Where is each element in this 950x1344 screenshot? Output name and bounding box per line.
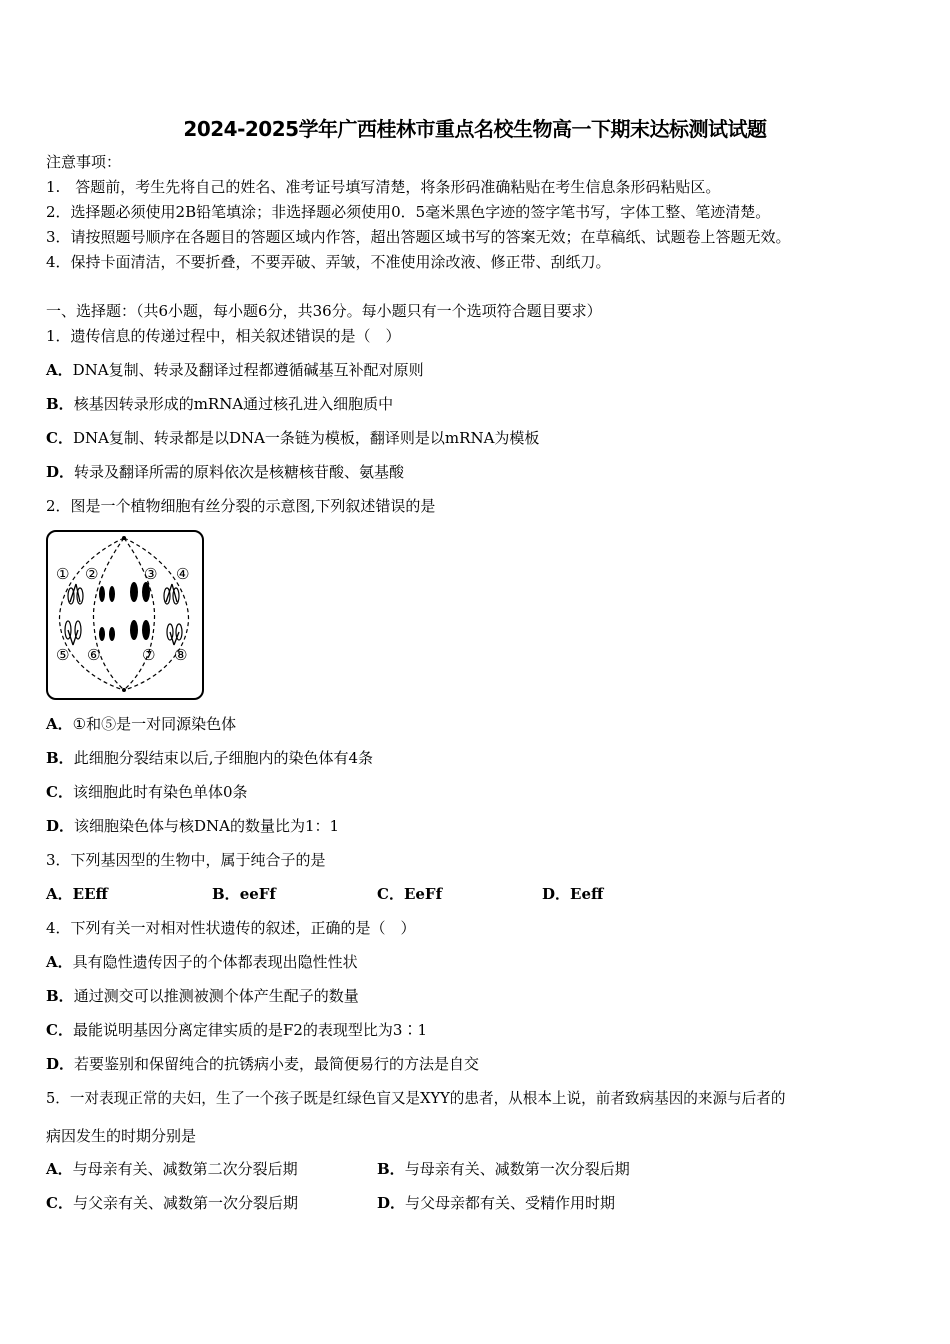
- option-text: 该细胞染色体与核DNA的数量比为1：1: [74, 817, 340, 835]
- option-letter: A．: [46, 361, 73, 379]
- spindle-pole-top: [122, 536, 126, 540]
- figure-label-8: ⑧: [174, 646, 188, 664]
- question-2-stem: 2．图是一个植物细胞有丝分裂的示意图,下列叙述错误的是: [46, 497, 436, 515]
- q2-option-b: [46, 748, 373, 768]
- spindle-fiber: [93, 538, 124, 690]
- question-1-stem: 1．遗传信息的传递过程中，相关叙述错误的是（ ）: [46, 327, 401, 345]
- option-letter: D．: [377, 1194, 406, 1212]
- option-letter: D．: [46, 1055, 75, 1073]
- q3-option-b: [212, 884, 276, 904]
- chromosome-5: [65, 621, 81, 645]
- figure-label-2: ②: [85, 565, 99, 583]
- option-letter: C．: [46, 429, 73, 447]
- q4-option-d: [46, 1054, 479, 1074]
- question-3-stem: 3．下列基因型的生物中，属于纯合子的是: [46, 851, 326, 869]
- spindle-fiber: [60, 538, 124, 690]
- question-5-stem: 5．一对表现正常的夫妇，生了一个孩子既是红绿色盲又是XYY的患者，从根本上说，前者致病基因的来源与后者的: [46, 1090, 786, 1107]
- option-text: 与父母亲都有关、受精作用时期: [405, 1194, 616, 1212]
- chromosome-8: [167, 624, 182, 645]
- q4-option-b: [46, 986, 359, 1006]
- option-text: EeFf: [403, 885, 443, 903]
- q4-option-a: [46, 952, 358, 972]
- option-letter: C．: [46, 1021, 73, 1039]
- spindle-fiber: [124, 538, 158, 690]
- q2-option-c: [46, 782, 248, 802]
- option-text: 与父亲有关、减数第一次分裂后期: [72, 1194, 298, 1212]
- q1-option-d: [46, 462, 404, 482]
- option-letter: D．: [46, 463, 75, 481]
- option-letter: A．: [46, 885, 73, 903]
- question-5-stem-cont: 病因发生的时期分别是: [46, 1127, 197, 1145]
- chromosome-4: [164, 584, 179, 604]
- figure-label-5: ⑤: [56, 646, 70, 664]
- notice-item-1: 1. 答题前，考生先将自己的姓名、准考证号填写清楚，将条形码准确粘贴在考生信息条形码粘贴区。: [46, 178, 721, 196]
- notice-item-3: 3．请按照题号顺序在各题目的答题区域内作答，超出答题区域书写的答案无效；在草稿纸、试题卷上答题无效。: [46, 228, 791, 246]
- q1-option-b: [46, 394, 393, 414]
- option-text: ①和⑤是一对同源染色体: [72, 715, 237, 733]
- spindle-fiber: [124, 538, 188, 690]
- option-text: DNA复制、转录都是以DNA一条链为模板，翻译则是以mRNA为模板: [72, 429, 540, 447]
- option-letter: B．: [377, 1160, 405, 1178]
- option-text: 该细胞此时有染色单体0条: [72, 783, 248, 801]
- q1-option-c: [46, 428, 539, 448]
- option-letter: A．: [46, 1160, 73, 1178]
- q5-option-d: [377, 1193, 615, 1213]
- option-letter: A．: [46, 715, 73, 733]
- cell-wall-outline: [47, 531, 203, 699]
- section-heading: 一、选择题：（共6小题，每小题6分，共36分。每小题只有一个选项符合题目要求）: [46, 302, 602, 320]
- q3-option-d: [542, 884, 603, 904]
- option-text: Eeff: [570, 885, 604, 903]
- chromosome-7: [130, 620, 150, 640]
- notice-item-2: 2．选择题必须使用2B铅笔填涂；非选择题必须使用0．5毫米黑色字迹的签字笔书写，字体工整、笔迹清楚。: [46, 203, 771, 221]
- option-text: 若要鉴别和保留纯合的抗锈病小麦，最简便易行的方法是自交: [74, 1055, 480, 1073]
- option-text: 与母亲有关、减数第二次分裂后期: [72, 1160, 298, 1178]
- q5-option-a: [46, 1159, 298, 1179]
- option-letter: B．: [212, 885, 240, 903]
- chromosome-1: [68, 584, 83, 604]
- chromosome-6: [99, 627, 115, 641]
- option-text: 通过测交可以推测被测个体产生配子的数量: [73, 987, 359, 1005]
- option-letter: B．: [46, 987, 74, 1005]
- q4-option-c: [46, 1020, 427, 1040]
- figure-label-3: ③: [144, 565, 158, 583]
- option-letter: D．: [542, 885, 571, 903]
- option-text: eeFf: [239, 885, 276, 903]
- q2-option-d: [46, 816, 339, 836]
- page-title: 2024-2025学年广西桂林市重点名校生物高一下期末达标测试试题: [183, 117, 767, 141]
- option-letter: C．: [377, 885, 404, 903]
- spindle-fibers: [60, 538, 189, 690]
- q3-option-c: [377, 884, 442, 904]
- mitosis-cell-figure: [46, 530, 204, 700]
- option-text: 核基因转录形成的mRNA通过核孔进入细胞质中: [73, 395, 394, 413]
- question-4-stem: 4．下列有关一对相对性状遗传的叙述，正确的是（ ）: [46, 919, 416, 937]
- figure-label-6: ⑥: [87, 646, 101, 664]
- option-text: 具有隐性遗传因子的个体都表现出隐性性状: [72, 953, 358, 971]
- chromosome-3: [130, 582, 150, 602]
- chromosome-2: [99, 586, 115, 602]
- option-letter: D．: [46, 817, 75, 835]
- q5-option-b: [377, 1159, 630, 1179]
- q2-option-a: [46, 714, 236, 734]
- spindle-pole-bottom: [122, 688, 126, 692]
- option-text: 此细胞分裂结束以后,子细胞内的染色体有4条: [73, 749, 374, 767]
- q1-option-a: [46, 360, 424, 380]
- option-text: 与母亲有关、减数第一次分裂后期: [404, 1160, 630, 1178]
- option-letter: B．: [46, 749, 74, 767]
- option-text: 转录及翻译所需的原料依次是核糖核苷酸、氨基酸: [74, 463, 405, 481]
- figure-label-7: ⑦: [142, 646, 156, 664]
- q3-option-a: [46, 884, 108, 904]
- option-text: 最能说明基因分离定律实质的是F2的表现型比为3∶1: [72, 1021, 427, 1039]
- option-letter: A．: [46, 953, 73, 971]
- option-text: DNA复制、转录及翻译过程都遵循碱基互补配对原则: [72, 361, 424, 379]
- option-letter: B．: [46, 395, 74, 413]
- option-text: EEff: [72, 885, 108, 903]
- q5-option-c: [46, 1193, 298, 1213]
- option-letter: C．: [46, 1194, 73, 1212]
- option-letter: C．: [46, 783, 73, 801]
- notice-item-4: 4．保持卡面清洁，不要折叠，不要弄破、弄皱，不准使用涂改液、修正带、刮纸刀。: [46, 253, 611, 271]
- figure-label-1: ①: [56, 565, 70, 583]
- notice-heading: 注意事项：: [46, 153, 122, 171]
- figure-label-4: ④: [176, 565, 190, 583]
